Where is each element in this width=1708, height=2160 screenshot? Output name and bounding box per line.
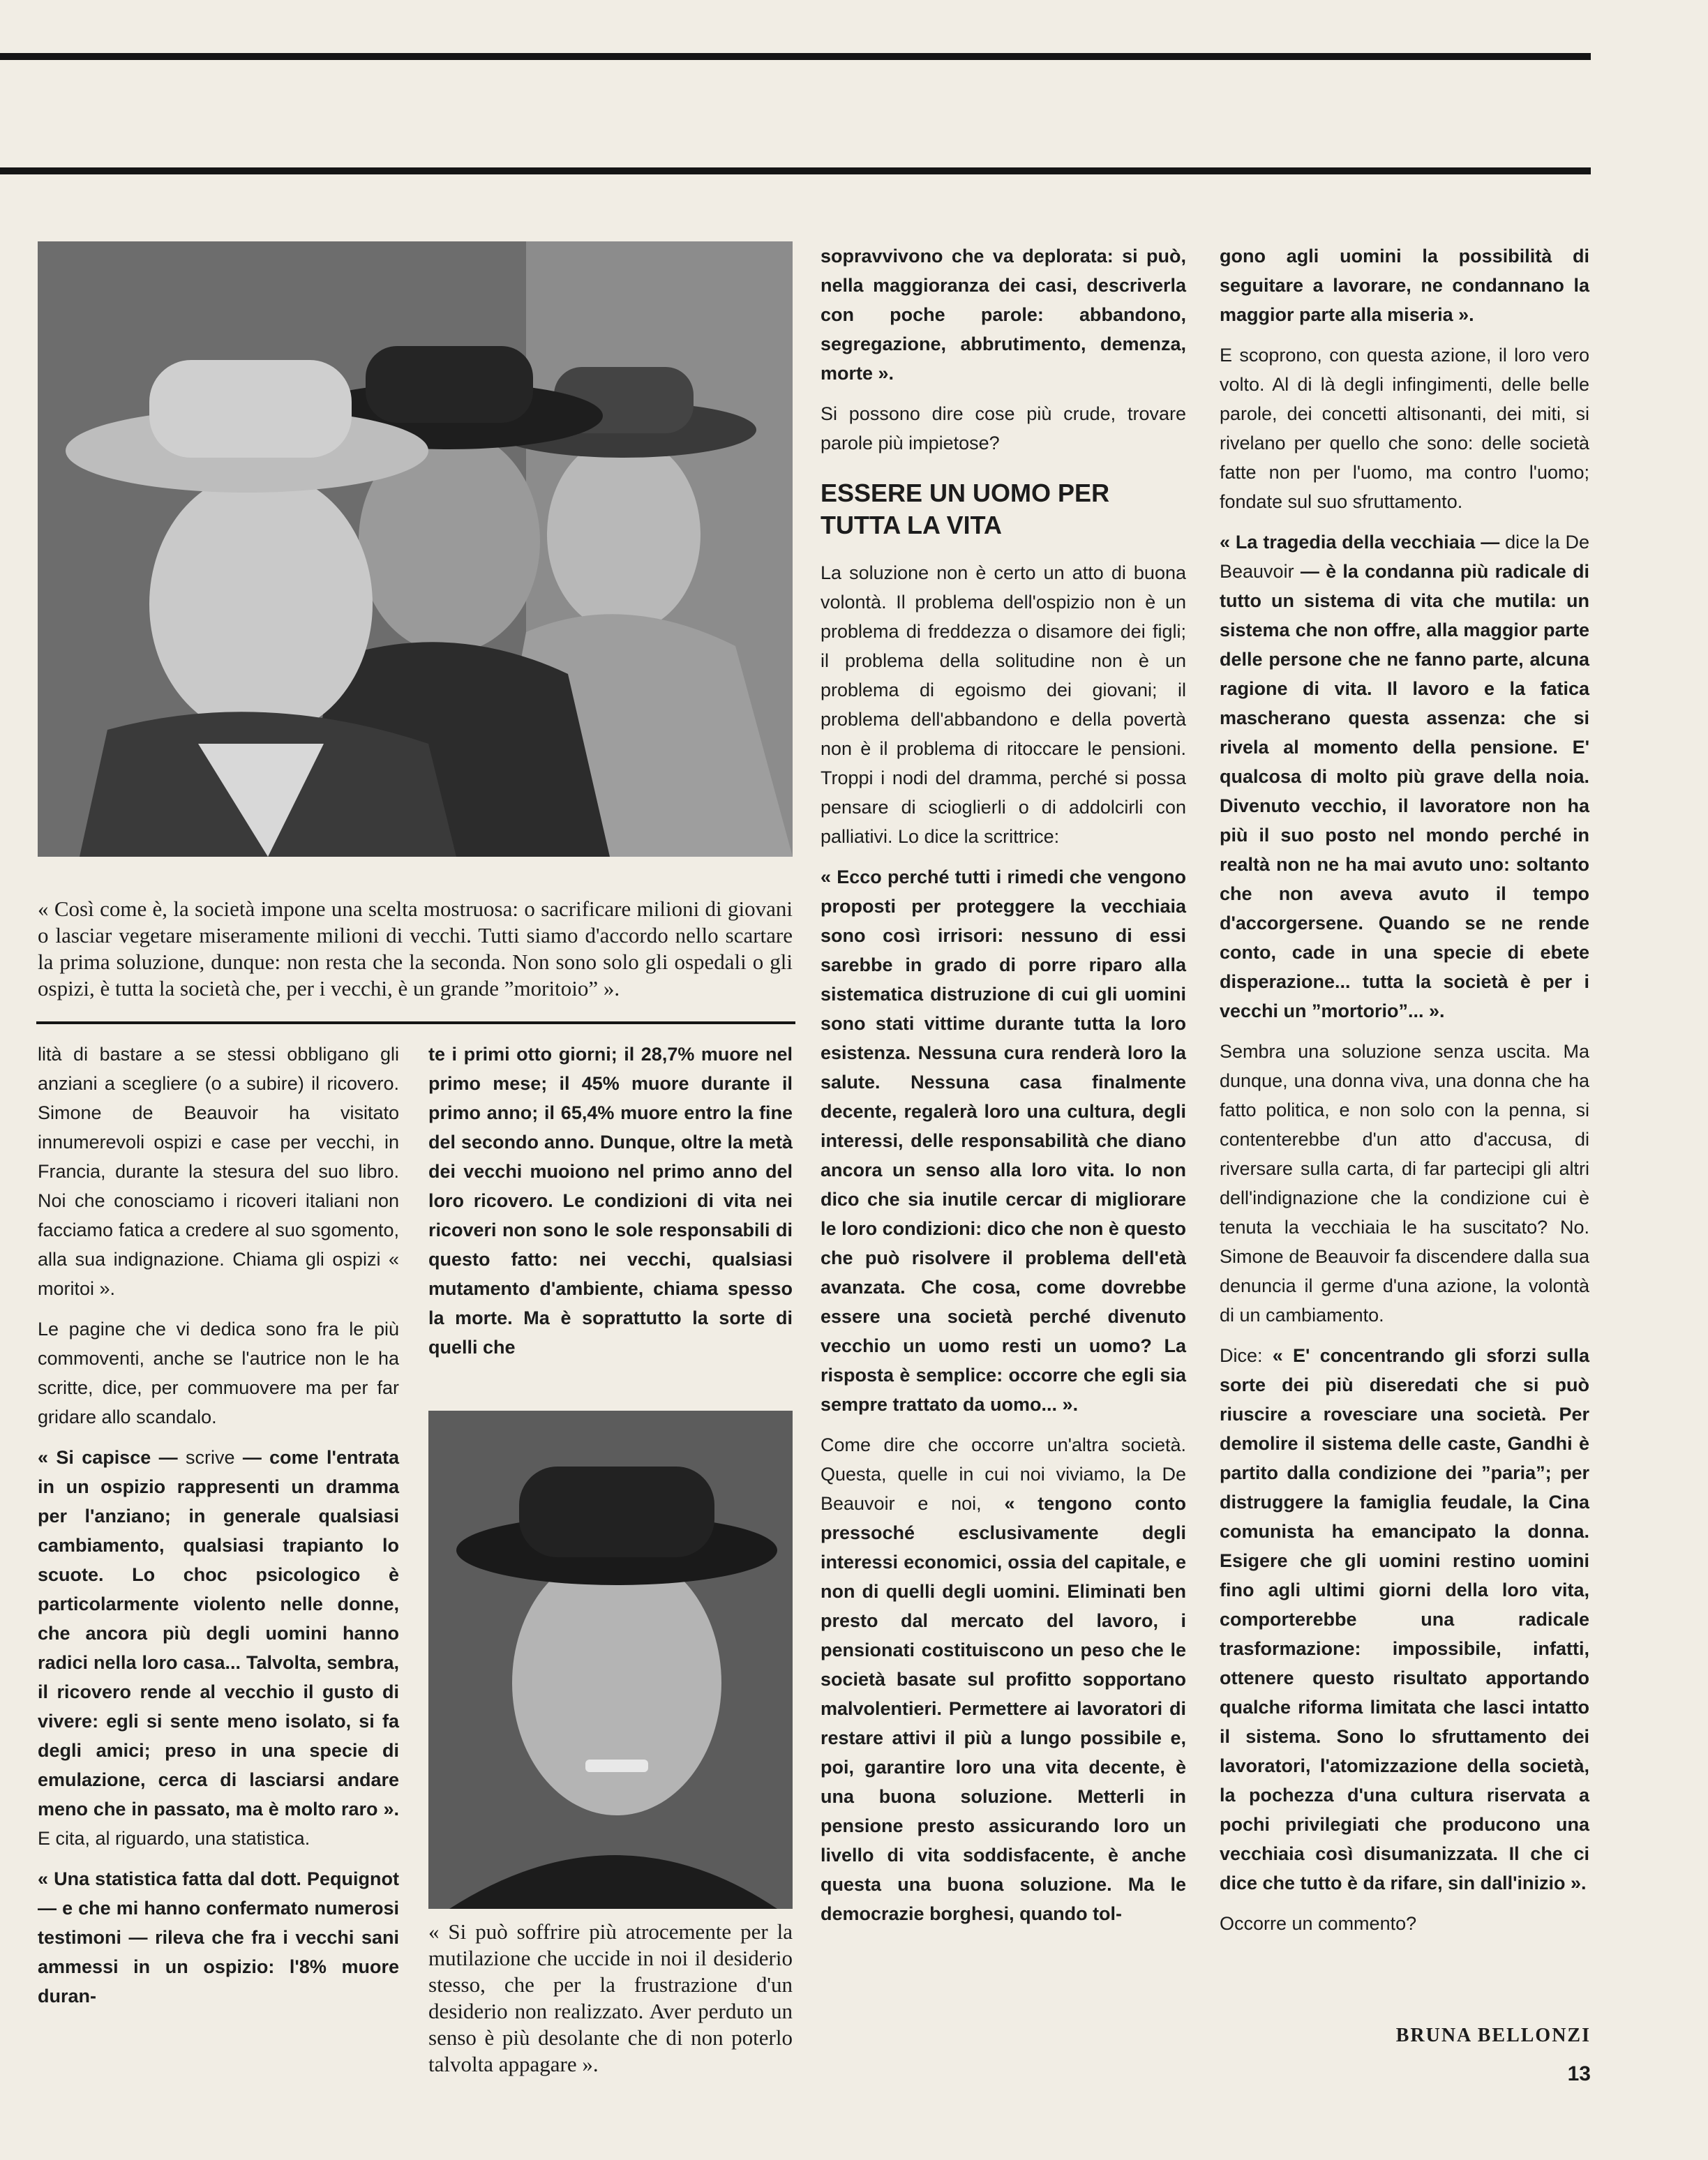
column-3 [821, 241, 1186, 1940]
column-4 [1220, 241, 1589, 1949]
paragraph: E scoprono, con questa azione, il loro vero volto. Al di là degli infingimenti, delle belle parole, dei concetti altisonanti, dei miti, si rivelano per quello che sono: delle società fatte non per l'uomo, ma contro l'uomo; fondate sul suo sfruttamento. [1220, 345, 1589, 512]
paragraph: te i primi otto giorni; il 28,7% muore nel primo mese; il 45% muore durante il primo anno; il 65,4% muore entro la fine del secondo anno. Dunque, oltre la metà dei vecchi muoiono nel primo anno del loro ricovero. Le condizioni di vita nei ricoveri non sono le sole responsabili di questo fatto: nei vecchi, qualsiasi mutamento d'ambiente, chiama spesso la morte. Ma è soprattutto la sorte di quelli che [428, 1044, 793, 1358]
paragraph [1220, 1341, 1589, 1898]
quote-text: « E' concentrando gli sforzi sulla sorte dei più diseredati che si può riuscire a rovesciare una società. Per demolire il sistema delle caste, Gandhi è partito dalla condizione dei ”paria”; per distruggere la famiglia feudale, la Cina comunista ha emancipato la donna. Esigere che gli uomini restino uomini fino agli ultimi giorni della loro vita, comporterebbe una radicale trasformazione: impossibile, infatti, ottenere questo risultato apportando qualche riforma limitata che lasci intatto il sistema. Sono lo sfruttamento dei lavoratori, l'atomizzazione della società, la pochezza d'una cultura riservata a pochi privilegiati che producono una vecchiaia così disumanizzata. Il che ci dice che tutto è da rifare, sin dall'inizio ». [1220, 1345, 1589, 1893]
photo-old-man-portrait [428, 1411, 793, 1909]
paragraph: gono agli uomini la possibilità di seguitare a lavorare, ne condannano la maggior parte alla miseria ». [1220, 246, 1589, 325]
caption-rule [36, 1021, 795, 1024]
quote-attribution: dice la De Beauvoir [1220, 532, 1589, 582]
photo-three-old-men-illustration [38, 241, 793, 857]
photo-caption-top: « Così come è, la società impone una scelta mostruosa: o sacrificare milioni di giovani o lasciar vegetare miseramente milioni di vecchi. Tutti siamo d'accordo nello scartare la prima soluzione, dunque: non resta che la seconda. Non sono solo gli ospedali o gli ospizi, è tutta la società che, per i vecchi, è un grande ”moritoio” ». [38, 897, 793, 1000]
paragraph: Occorre un commento? [1220, 1913, 1417, 1934]
paragraph [1220, 527, 1589, 1026]
quote-text: « La tragedia della vecchiaia — [1220, 532, 1506, 553]
paragraph-text: Dice: [1220, 1345, 1273, 1366]
photo-three-old-men [38, 241, 793, 857]
paragraph [821, 1430, 1186, 1928]
quote-attribution: scrive [185, 1447, 235, 1468]
photo-caption-bottom: « Si può soffrire più atrocemente per la mutilazione che uccide in noi il desiderio stesso, che per la frustrazione d'un desiderio non realizzato. Aver perduto un senso è più desolante che di non poterlo talvolta appagare ». [428, 1919, 793, 2076]
column-1 [38, 1040, 399, 2022]
paragraph: sopravvivono che va deplorata: si può, nella maggioranza dei casi, descriverla con poche parole: abbandono, segregazione, abbrutimento, demenza, morte ». [821, 246, 1186, 384]
paragraph-text: Come dire che occorre un'altra società. Questa, quelle in cui noi viviamo, la De Beauvoir e noi, [821, 1434, 1186, 1514]
header-rule [0, 167, 1591, 174]
author-signature: BRUNA BELLONZI [1395, 2025, 1591, 2046]
paragraph [38, 1443, 399, 1853]
paragraph: Sembra una soluzione senza uscita. Ma dunque, una donna viva, una donna che ha fatto politica, e non solo con la penna, si contenterebbe d'un atto d'accusa, di riversare sulla carta, di far partecipi gli altri dell'indignazione che la condizione cui è tenuta la vecchiaia le ha suscitato? No. Simone de Beauvoir fa discendere dalla sua denuncia il germe d'una azione, la volontà di un cambiamento. [1220, 1041, 1589, 1326]
top-rule [0, 53, 1591, 60]
section-heading: ESSERE UN UOMO PER TUTTA LA VITA [821, 479, 1110, 539]
paragraph: Le pagine che vi dedica sono fra le più commoventi, anche se l'autrice non le ha scritte, dice, per commuovere ma per far gridare allo scandalo. [38, 1319, 399, 1427]
paragraph: Si possono dire cose più crude, trovare parole più impietose? [821, 403, 1186, 453]
quote-text: « tengono conto pressoché esclusivamente degli interessi economici, ossia del capitale, e non di quelli degli uomini. Eliminati ben presto dal mercato del lavoro, i pensionati costituiscono un peso che le società basate sul profitto sopportano malvolentieri. Permettere ai lavoratori di restare attivi il più a lungo possibile e, poi, garantire loro una vita decente, è una buona soluzione. Metterli in pensione presto assicurando loro un livello di vita soddisfacente, è anche questa una buona soluzione. Ma le democrazie borghesi, quando tol- [821, 1493, 1186, 1924]
page-number: 13 [1567, 2062, 1591, 2085]
paragraph: « Ecco perché tutti i rimedi che vengono proposti per proteggere la vecchiaia sono così irrisori: nessuno di essi sarebbe in grado di porre riparo alla sistematica distruzione di cui gli uomini sono stati vittime durante tutta la loro esistenza. Nessuna cura renderà loro la salute. Nessuna casa finalmente decente, regalerà loro una cultura, degli interessi, delle responsabilità che diano ancora un senso alla loro vita. Io non dico che sia inutile cercar di migliorare le loro condizioni: dico che non è questo che può risolvere il problema dell'età avanzata. Che cosa, come dovrebbe essere una società perché divenuto vecchio un uomo resti un uomo? La risposta è semplice: occorre che egli sia sempre trattato da uomo... ». [821, 867, 1186, 1415]
photo-old-man-illustration [428, 1411, 793, 1909]
quote-text: « Si capisce — [38, 1447, 186, 1468]
paragraph: « Una statistica fatta dal dott. Pequignot — e che mi hanno confermato numerosi testimoni — rileva che fra i vecchi sani ammessi in un ospizio: l'8% muore duran- [38, 1868, 399, 2007]
quote-text: — come l'entrata in un ospizio rappresenti un dramma per l'anziano; in generale qualsiasi cambiamento, qualsiasi trapianto lo scuote. Lo choc psicologico è particolarmente violento nelle donne, che ancora più degli uomini hanno radici nella loro casa... Talvolta, sembra, il ricovero rende al vecchio il gusto di vivere: egli si sente meno isolato, si fa degli amici; preso in una specie di emulazione, cerca di lasciarsi andare meno che in passato, ma è molto raro ». [38, 1447, 399, 1820]
paragraph-text: E cita, al riguardo, una statistica. [38, 1828, 310, 1849]
quote-text: — è la condanna più radicale di tutto un sistema di vita che mutila: un sistema che non offre, alla maggior parte delle persone che ne fanno parte, alcuna ragione di vita. Il lavoro e la fatica mascherano questa assenza: che si rivela al momento della pensione. E' qualcosa di molto più grave della noia. Divenuto vecchio, il lavoratore non ha più il suo posto nel mondo perché in realtà non ne ha mai avuto uno: soltanto che non aveva avuto il tempo d'accorgersene. Quando se ne rende conto, cade in una specie di ebete disperazione... tutta la società è per i vecchi un ”mortorio”... ». [1220, 561, 1589, 1021]
paragraph: lità di bastare a se stessi obbligano gli anziani a scegliere (o a subire) il ricovero. Simone de Beauvoir ha visitato innumerevoli ospizi e case per vecchi, in Francia, durante la stesura del suo libro. Noi che conosciamo i ricoveri italiani non facciamo fatica a credere al suo sgomento, alla sua indignazione. Chiama gli ospizi « moritoi ». [38, 1044, 399, 1299]
paragraph: La soluzione non è certo un atto di buona volontà. Il problema dell'ospizio non è un problema di freddezza o disamore dei figli; il problema della solitudine non è un problema di egoismo dei giovani; il problema dell'abbandono e della povertà non è il problema di ritoccare le pensioni. Troppi i nodi del dramma, perché si possa pensare di scioglierli o di addolcirli con palliativi. Lo dice la scrittrice: [821, 562, 1186, 847]
column-2 [428, 1040, 793, 1373]
